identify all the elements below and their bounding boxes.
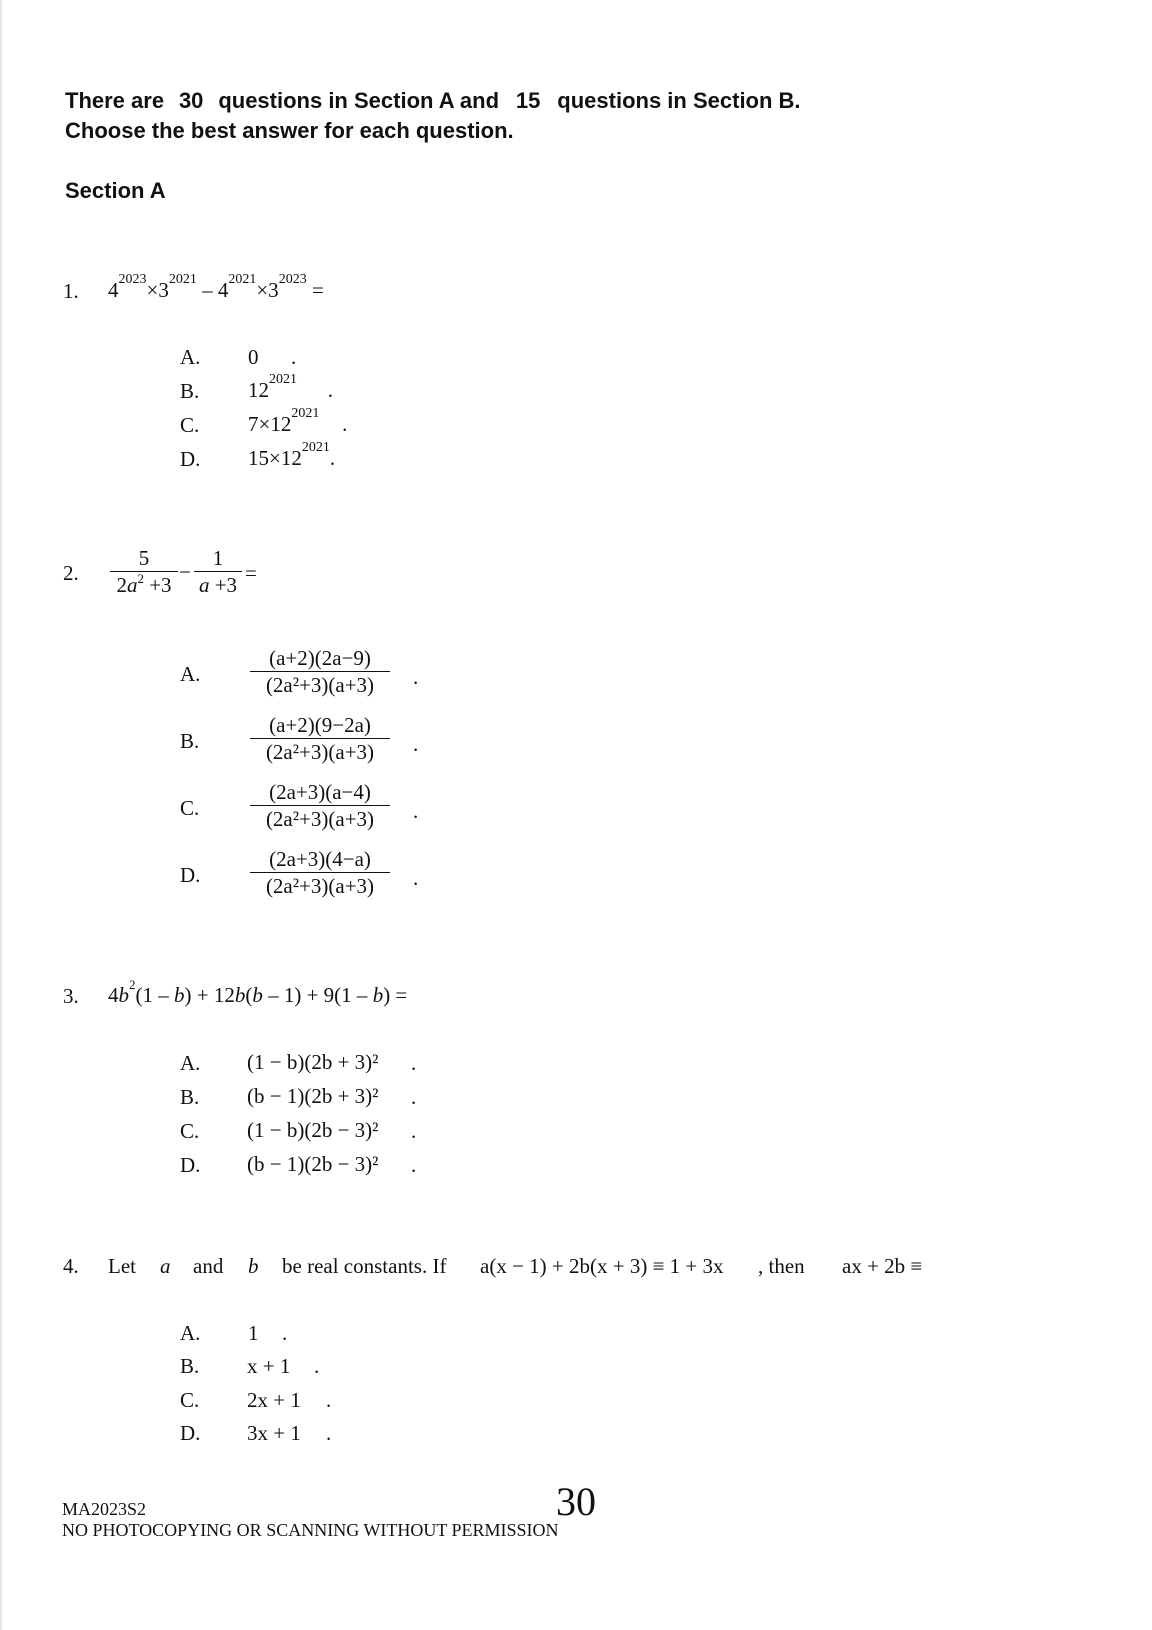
fraction-denominator: (2a²+3)(a+3): [265, 673, 375, 697]
option-dot: .: [413, 799, 419, 823]
option-value: $7\times 12^{2021}$ .: [248, 406, 348, 436]
option-dot: .: [314, 1354, 320, 1378]
option-letter: B.: [180, 729, 200, 753]
copyright-notice: NO PHOTOCOPYING OR SCANNING WITHOUT PERMISSION: [62, 1520, 559, 1540]
fraction-numerator: (a+2)(9−2a): [269, 713, 371, 737]
option-value: (b − 1)(2b − 3)²: [247, 1152, 379, 1176]
option-dot: .: [411, 1119, 417, 1143]
option-value: $12^{2021}$ .: [248, 372, 333, 402]
option-letter: A.: [180, 1321, 201, 1345]
question-3-stem: $4b^2(1 - b) + 12b(b - 1) + 9(1 - b)$ =: [108, 977, 408, 1007]
option-letter: C.: [180, 413, 200, 437]
paper-code: MA2023S2: [62, 1499, 147, 1519]
section-a-count: 30: [178, 88, 204, 113]
option-dot: .: [411, 1085, 417, 1109]
stem-text: and: [193, 1254, 224, 1278]
option-letter: A.: [180, 345, 201, 369]
option-letter: B.: [180, 1085, 200, 1109]
stem-text: Let: [108, 1254, 136, 1278]
option-value: x + 1: [247, 1354, 291, 1378]
option-letter: D.: [180, 1421, 201, 1445]
option-value: 2x + 1: [247, 1388, 301, 1412]
target-expression: ax + 2b ≡: [842, 1254, 923, 1278]
option-letter: C.: [180, 796, 200, 820]
option-value: 3x + 1: [247, 1421, 301, 1445]
question-2-fraction-1: 5 $2a^2 +3$: [110, 545, 178, 598]
option-dot: .: [326, 1421, 332, 1445]
option-letter: B.: [180, 379, 200, 403]
identity-expression: a(x − 1) + 2b(x + 3) ≡ 1 + 3x: [480, 1254, 724, 1278]
question-2-fraction-2: 1 a +3: [194, 545, 242, 598]
option-value: $15\times 12^{2021}$.: [248, 440, 336, 470]
page-edge: [0, 0, 2, 1630]
option-letter: D.: [180, 1153, 201, 1177]
option-dot: .: [411, 1051, 417, 1075]
option-fraction: [250, 779, 390, 832]
option-letter: B.: [180, 1354, 200, 1378]
option-letter: C.: [180, 1388, 200, 1412]
option-dot: .: [413, 665, 419, 689]
option-value: 1: [248, 1321, 259, 1345]
question-1-stem: $4^{2023}\times 3^{2021} - 4^{2021}\times 3^{2023}$ =: [108, 272, 324, 302]
option-dot: .: [282, 1321, 288, 1345]
question-number: 4.: [63, 1254, 79, 1278]
option-letter: A.: [180, 1051, 201, 1075]
option-value: (1 − b)(2b − 3)²: [247, 1118, 379, 1142]
stem-text: be real constants. If: [282, 1254, 447, 1278]
section-title: Section A: [65, 178, 166, 203]
question-number: 2.: [63, 561, 79, 585]
fraction-denominator: (2a²+3)(a+3): [265, 874, 375, 898]
option-letter: C.: [180, 1119, 200, 1143]
option-dot: .: [413, 866, 419, 890]
option-letter: A.: [180, 662, 201, 686]
page-number: 30: [556, 1479, 596, 1524]
minus-sign: −: [179, 560, 191, 584]
instruction-text: There are: [65, 88, 165, 113]
fraction-numerator: (2a+3)(4−a): [269, 847, 371, 871]
fraction-numerator: (a+2)(2a−9): [269, 646, 371, 670]
option-dot: .: [291, 345, 297, 369]
equals-sign: =: [245, 561, 257, 585]
question-number: 3.: [63, 984, 79, 1008]
option-dot: .: [411, 1153, 417, 1177]
option-letter: D.: [180, 447, 201, 471]
fraction-numerator: (2a+3)(a−4): [269, 780, 371, 804]
instructions-line-2: Choose the best answer for each question.: [65, 118, 514, 143]
stem-text: , then: [758, 1254, 805, 1278]
option-dot: .: [326, 1388, 332, 1412]
option-value: (1 − b)(2b + 3)²: [247, 1050, 379, 1074]
instruction-text: questions in Section B.: [557, 88, 801, 113]
option-fraction: [250, 645, 390, 698]
option-letter: D.: [180, 863, 201, 887]
section-b-count: 15: [515, 88, 541, 113]
fraction-denominator: (2a²+3)(a+3): [265, 740, 375, 764]
option-value: 0: [248, 345, 259, 369]
option-fraction: [250, 712, 390, 765]
variable-a: a: [160, 1254, 171, 1278]
fraction-denominator: (2a²+3)(a+3): [265, 807, 375, 831]
variable-b: b: [248, 1254, 259, 1278]
question-number: 1.: [63, 279, 79, 303]
option-fraction: [250, 846, 390, 899]
option-value: (b − 1)(2b + 3)²: [247, 1084, 379, 1108]
instruction-text: questions in Section A and: [218, 88, 500, 113]
option-dot: .: [413, 732, 419, 756]
instructions-line-1: [65, 88, 801, 114]
